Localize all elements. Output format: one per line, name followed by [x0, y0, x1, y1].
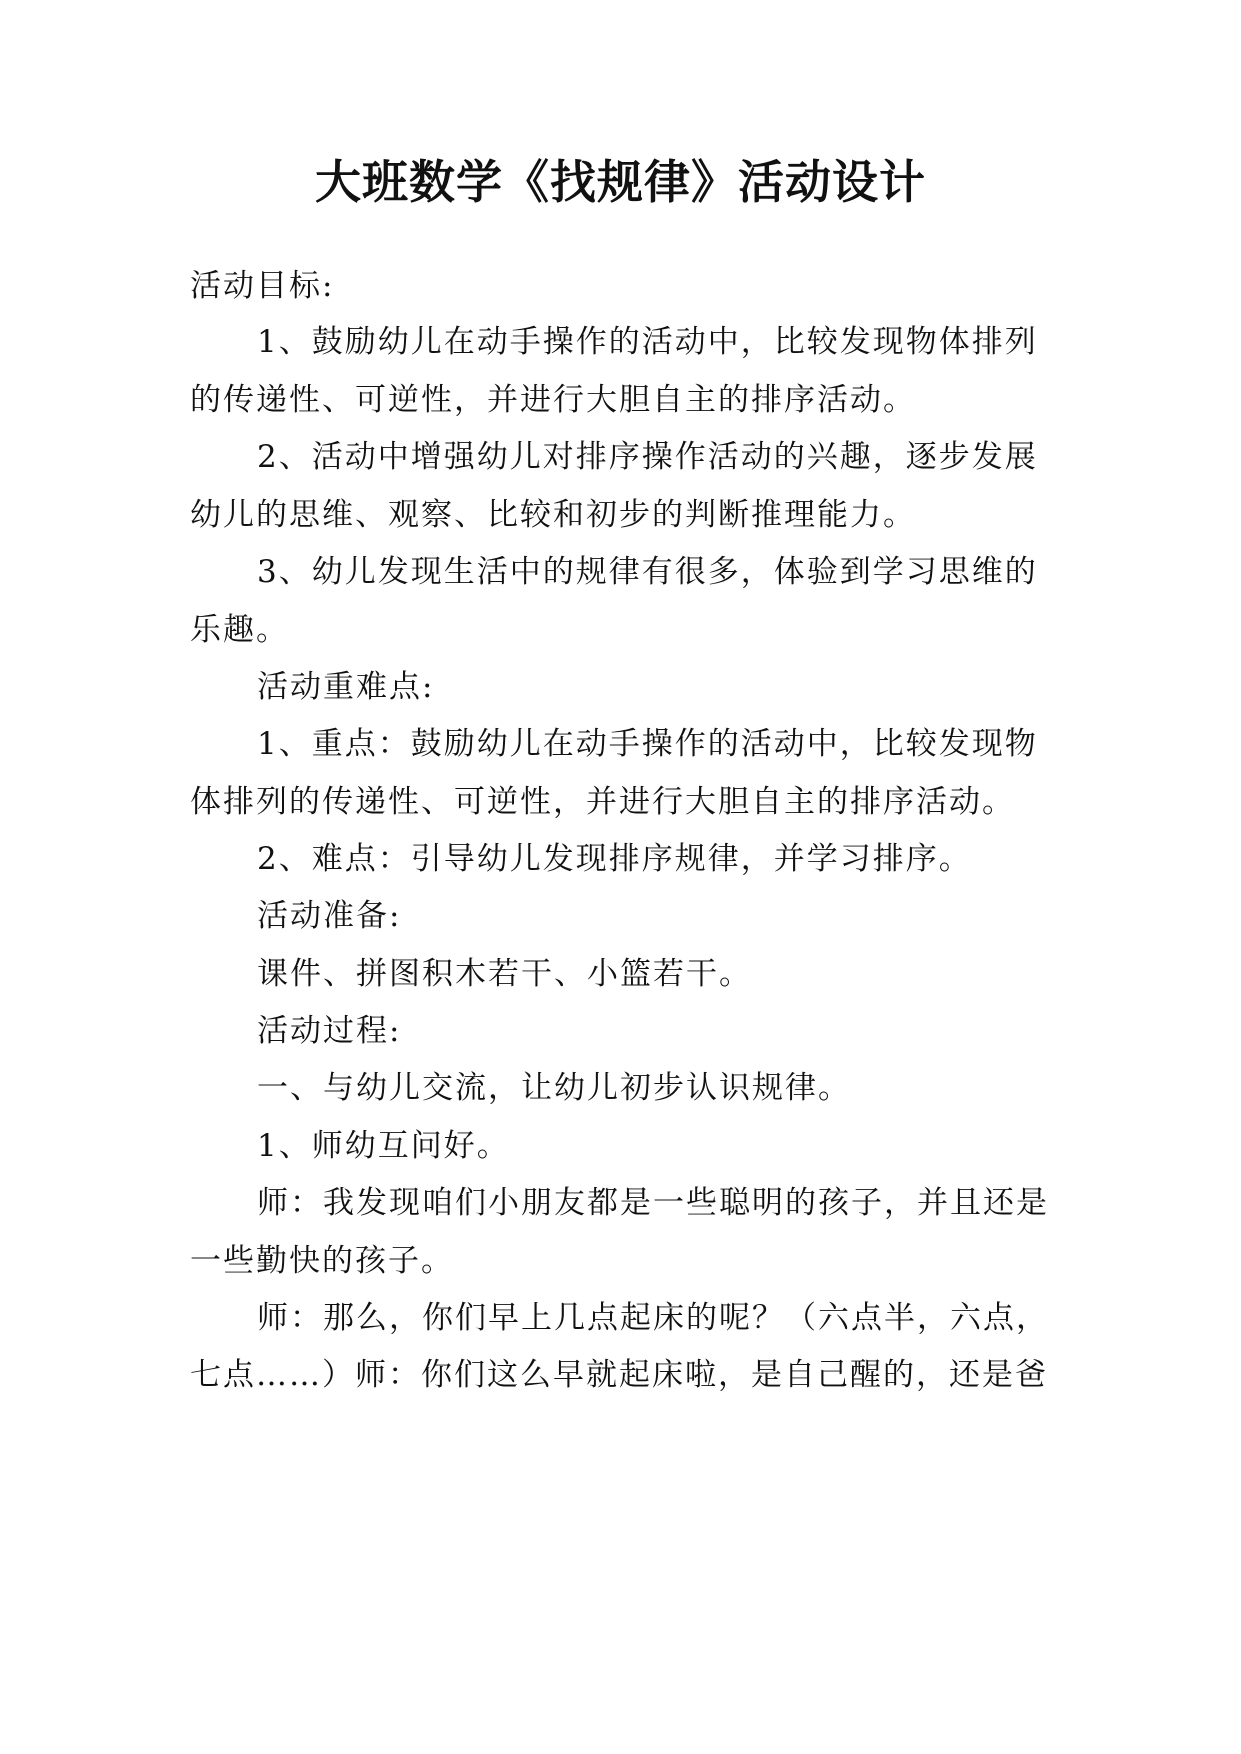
paragraph-line: 的传递性、可逆性，并进行大胆自主的排序活动。: [190, 382, 916, 418]
paragraph-line: 一、与幼儿交流，让幼儿初步认识规律。: [257, 1070, 851, 1106]
paragraph-line: 2、活动中增强幼儿对排序操作活动的兴趣，逐步发展: [257, 439, 1038, 475]
document-title: 大班数学《找规律》活动设计: [315, 155, 926, 209]
paragraph-line: 七点……）师：你们这么早就起床啦，是自己醒的，还是爸: [190, 1357, 1048, 1393]
paragraph-line: 师：我发现咱们小朋友都是一些聪明的孩子，并且还是: [257, 1185, 1049, 1221]
paragraph-line: 师：那么，你们早上几点起床的呢？（六点半，六点，: [257, 1300, 1049, 1336]
section-heading-goals: 活动目标:: [190, 268, 335, 304]
paragraph-line: 2、难点：引导幼儿发现排序规律，并学习排序。: [257, 841, 972, 877]
paragraph-line: 乐趣。: [190, 612, 289, 648]
paragraph-line: 1、鼓励幼儿在动手操作的活动中，比较发现物体排列: [257, 324, 1038, 360]
paragraph-line: 一些勤快的孩子。: [190, 1243, 454, 1279]
paragraph-line: 3、幼儿发现生活中的规律有很多，体验到学习思维的: [257, 554, 1038, 590]
paragraph-line: 课件、拼图积木若干、小篮若干。: [257, 956, 752, 992]
paragraph-line: 体排列的传递性、可逆性，并进行大胆自主的排序活动。: [190, 784, 1015, 820]
section-heading-key-points: 活动重难点:: [257, 669, 435, 705]
section-heading-process: 活动过程:: [257, 1013, 402, 1049]
paragraph-line: 幼儿的思维、观察、比较和初步的判断推理能力。: [190, 497, 916, 533]
section-heading-preparation: 活动准备:: [257, 898, 402, 934]
paragraph-line: 1、师幼互问好。: [257, 1128, 510, 1164]
paragraph-line: 1、重点：鼓励幼儿在动手操作的活动中，比较发现物: [257, 726, 1038, 762]
